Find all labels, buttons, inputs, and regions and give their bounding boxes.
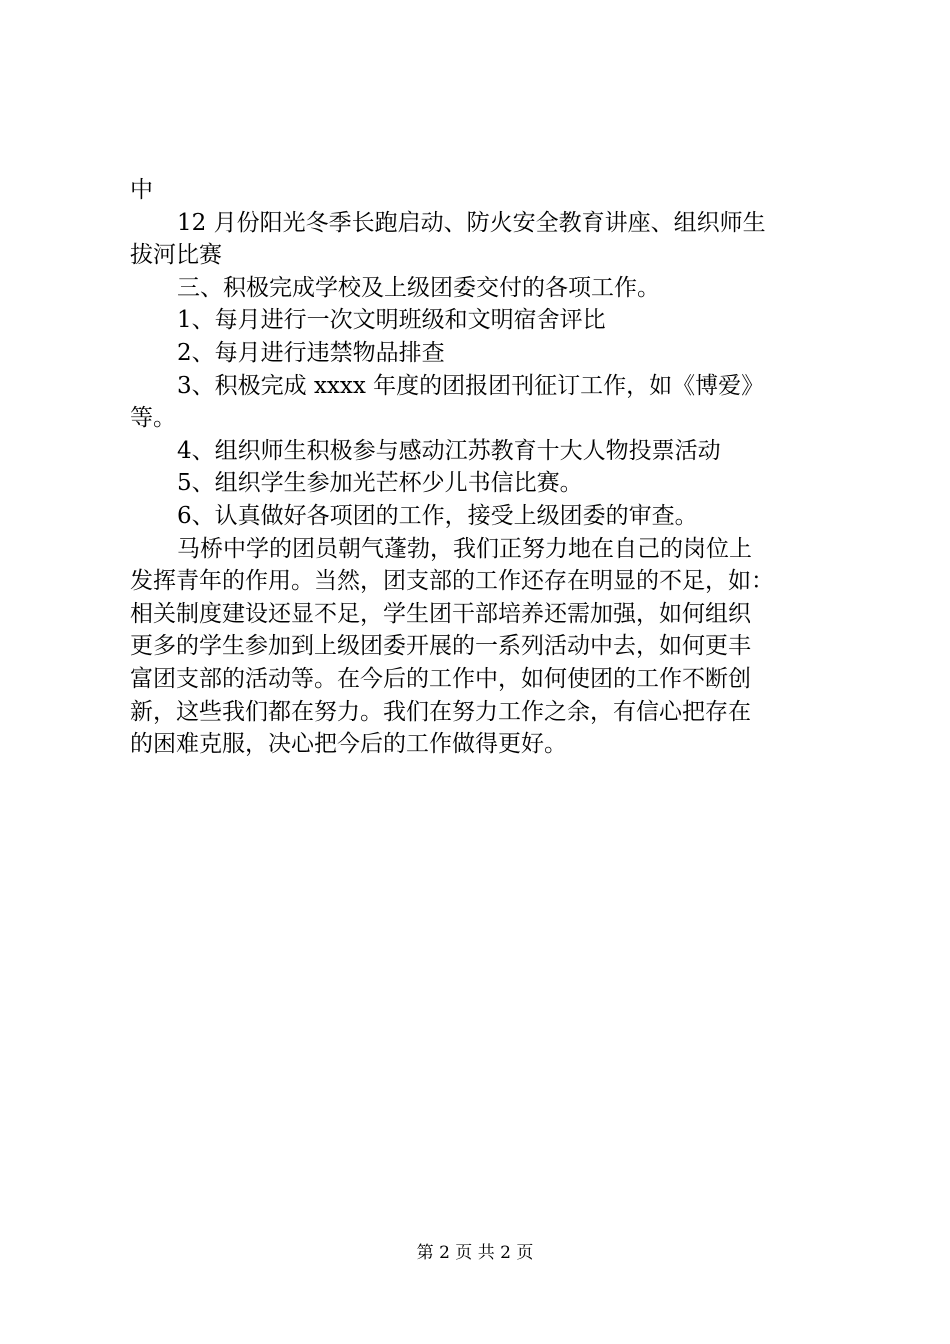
text-line: 5、组织学生参加光芒杯少儿书信比赛。 [177, 470, 583, 497]
text-line: 富团支部的活动等。在今后的工作中，如何使团的工作不断创 [130, 665, 751, 692]
text-line: 的困难克服，决心把今后的工作做得更好。 [130, 731, 567, 758]
text-line: 12 月份阳光冬季长跑启动、防火安全教育讲座、组织师生 [177, 209, 766, 236]
text-line: 新，这些我们都在努力。我们在努力工作之余，有信心把存在 [130, 698, 751, 725]
text-line: 等。 [130, 405, 176, 432]
page-number-footer: 第 2 页 共 2 页 [416, 1243, 534, 1263]
text-line: 三、积极完成学校及上级团委交付的各项工作。 [177, 274, 660, 301]
text-line: 相关制度建设还显不足，学生团干部培养还需加强，如何组织 [130, 600, 751, 627]
text-line: 4、组织师生积极参与感动江苏教育十大人物投票活动 [177, 437, 721, 464]
document-body [130, 174, 830, 761]
text-line: 更多的学生参加到上级团委开展的一系列活动中去，如何更丰 [130, 633, 751, 660]
text-line: 中 [130, 177, 153, 203]
text-line: 3、积极完成 xxxx 年度的团报团刊征订工作，如《博爱》 [177, 372, 765, 399]
text-line: 1、每月进行一次文明班级和文明宿舍评比 [177, 307, 606, 334]
text-line: 6、认真做好各项团的工作，接受上级团委的审查。 [177, 502, 698, 529]
text-line: 发挥青年的作用。当然，团支部的工作还存在明显的不足，如： [130, 568, 774, 595]
text-line: 马桥中学的团员朝气蓬勃，我们正努力地在自己的岗位上 [177, 535, 752, 562]
text-line: 2、每月进行违禁物品排查 [177, 339, 445, 366]
text-line: 拔河比赛 [130, 242, 222, 269]
